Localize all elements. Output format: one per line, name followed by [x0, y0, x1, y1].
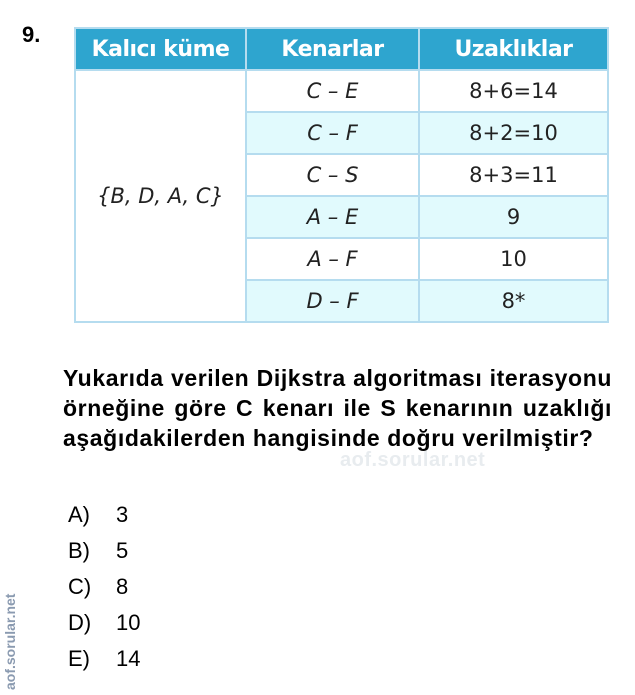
edge-cell: D – F: [246, 280, 419, 322]
option-value: 5: [116, 538, 129, 563]
question-number: 9.: [22, 22, 41, 47]
header-edges: Kenarlar: [246, 28, 419, 70]
option-letter: A): [68, 502, 90, 527]
side-watermark: aof.sorular.net: [2, 593, 18, 690]
option-value: 14: [116, 646, 141, 671]
edge-cell: A – E: [246, 196, 419, 238]
option-letter: C): [68, 574, 92, 599]
distance-cell: 8*: [419, 280, 608, 322]
edge-cell: C – F: [246, 112, 419, 154]
option-letter: B): [68, 538, 90, 563]
distance-cell: 8+2=10: [419, 112, 608, 154]
answer-options: [68, 500, 140, 680]
permanent-set-cell: {B, D, A, C}: [75, 70, 246, 322]
table-row: [75, 70, 608, 112]
option-letter: E): [68, 646, 90, 671]
option-d[interactable]: [68, 608, 140, 644]
option-value: 3: [116, 502, 129, 527]
distance-cell: 8+3=11: [419, 154, 608, 196]
edge-cell: C – S: [246, 154, 419, 196]
table-header-row: [75, 28, 608, 70]
header-permanent-set: Kalıcı küme: [75, 28, 246, 70]
option-value: 10: [116, 610, 141, 635]
dijkstra-table: [74, 27, 609, 323]
option-c[interactable]: [68, 572, 140, 608]
option-a[interactable]: [68, 500, 140, 536]
distance-cell: 9: [419, 196, 608, 238]
option-letter: D): [68, 610, 92, 635]
edge-cell: C – E: [246, 70, 419, 112]
question-text: Yukarıda verilen Dijkstra algoritması iterasyonu örneğine göre C kenarı ile S kenarının uzaklığı aşağıdakilerden hangisinde doğru verilmiştir?: [63, 365, 612, 451]
option-value: 8: [116, 574, 129, 599]
distance-cell: 8+6=14: [419, 70, 608, 112]
distance-cell: 10: [419, 238, 608, 280]
option-b[interactable]: [68, 536, 140, 572]
header-distances: Uzaklıklar: [419, 28, 608, 70]
option-e[interactable]: [68, 644, 140, 680]
edge-cell: A – F: [246, 238, 419, 280]
inline-watermark: aof.sorular.net: [340, 449, 486, 471]
